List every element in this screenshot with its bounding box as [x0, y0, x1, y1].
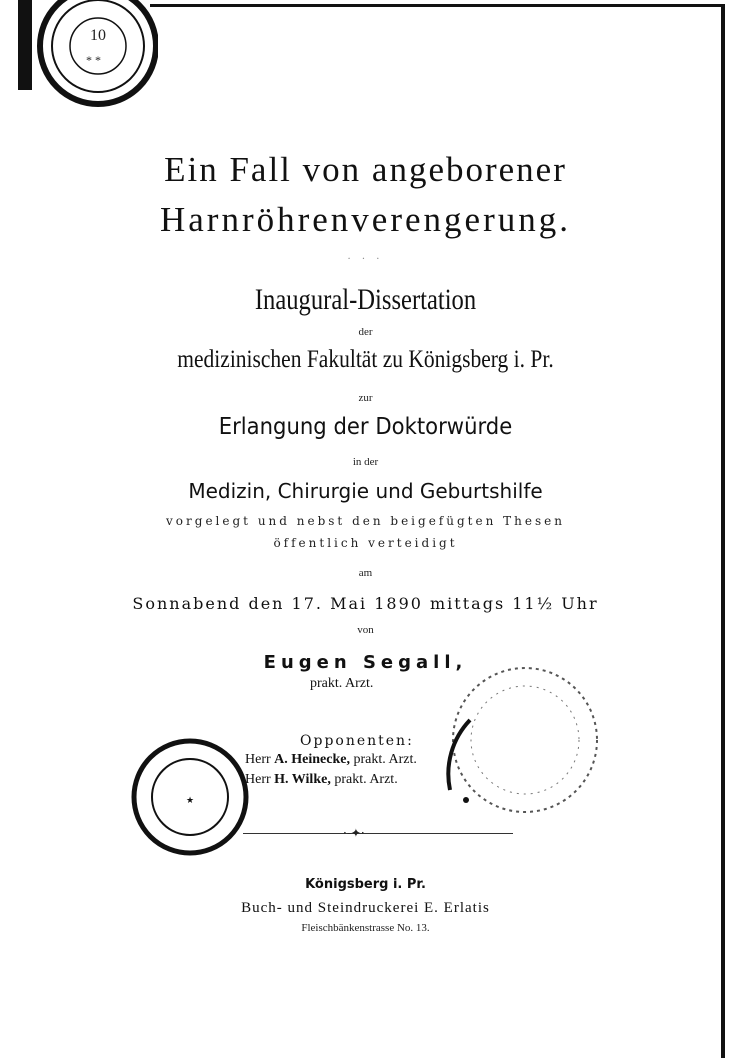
author-name: Eugen Segall, — [263, 652, 468, 673]
ornament-dots: · · · — [347, 254, 384, 265]
dissertation-heading: Inaugural-Dissertation — [254, 283, 477, 316]
opponent-2-prefix: Herr — [245, 772, 275, 787]
separator-rule — [243, 833, 513, 834]
separator-ornament: ·-✦· — [343, 826, 365, 840]
text-zur: zur — [358, 392, 373, 404]
svg-text:* *: * * — [86, 53, 101, 67]
opponent-1-suffix: prakt. Arzt. — [349, 752, 417, 767]
page-border-top — [150, 4, 723, 7]
printer-address: Fleischbänkenstrasse No. 13. — [301, 922, 430, 934]
author-title: prakt. Arzt. — [310, 676, 374, 691]
text-von: von — [357, 624, 374, 636]
date-line: Sonnabend den 17. Mai 1890 mittags 11½ Uhr — [132, 594, 599, 613]
faded-library-stamp — [430, 650, 605, 835]
svg-text:★: ★ — [185, 796, 195, 806]
library-stamp-top — [18, 0, 158, 110]
fields-line: Medizin, Chirurgie und Geburtshilfe — [188, 479, 543, 503]
text-in-der: in der — [352, 456, 379, 468]
opponent-1-prefix: Herr — [245, 752, 275, 767]
oeffentlich-line: öffentlich verteidigt — [273, 536, 458, 550]
title-line-1: Ein Fall von angeborener — [164, 150, 567, 189]
degree-line: Erlangung der Doktorwürde — [218, 414, 513, 440]
title-line-2: Harnröhrenverengerung. — [160, 200, 571, 239]
opponent-1 — [245, 752, 417, 768]
opponent-2-suffix: prakt. Arzt. — [330, 772, 398, 787]
vorgelegt-line: vorgelegt und nebst den beigefügten Thesen — [166, 514, 565, 528]
text-der: der — [358, 326, 373, 338]
opponent-2-name: H. Wilke, — [274, 772, 331, 787]
opponent-2 — [245, 772, 398, 788]
place-of-publication: Königsberg i. Pr. — [305, 877, 426, 892]
opponents-label: Opponenten: — [300, 733, 414, 749]
printer-line: Buch- und Steindruckerei E. Erlatis — [241, 900, 490, 916]
faculty-line: medizinischen Fakultät zu Königsberg i. Pr. — [177, 346, 554, 373]
svg-text:10: 10 — [90, 27, 106, 44]
text-am: am — [358, 567, 373, 579]
opponent-1-name: A. Heinecke, — [274, 752, 350, 767]
academia-medica-stamp — [128, 735, 258, 860]
